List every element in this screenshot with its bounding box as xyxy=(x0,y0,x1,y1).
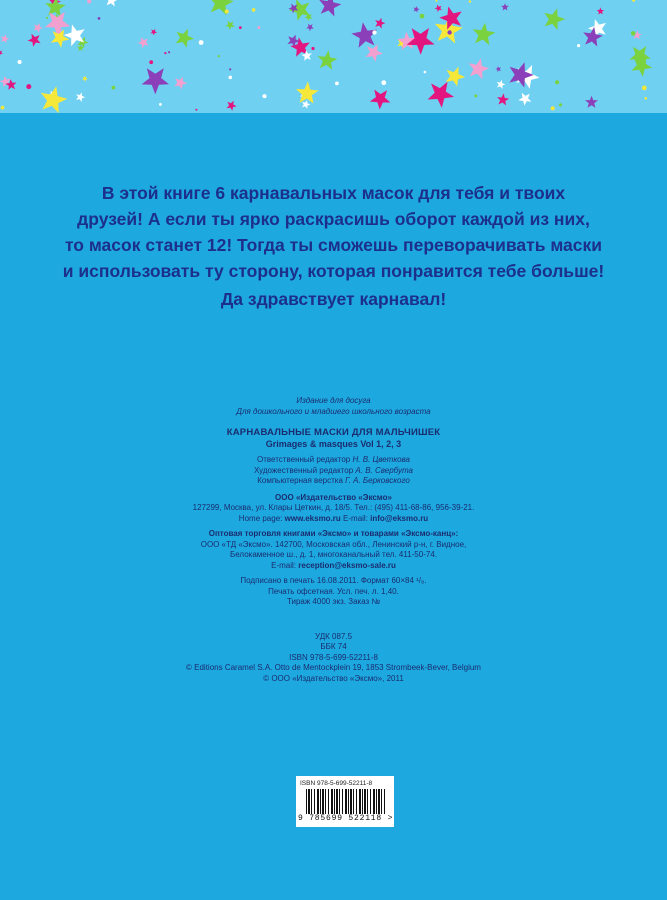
confetti-star xyxy=(142,68,169,94)
homepage-label: Home page: xyxy=(238,513,283,523)
confetti-star xyxy=(446,67,465,87)
confetti-star xyxy=(28,34,41,47)
confetti-star-band xyxy=(0,0,667,113)
barcode-digits: 9 785699 522118 > xyxy=(298,814,394,823)
confetti-dot xyxy=(424,71,427,74)
confetti-star xyxy=(209,0,234,15)
confetti-dot xyxy=(447,30,451,34)
copyright-eksmo: © ООО «Издательство «Эксмо», 2011 xyxy=(263,673,404,683)
confetti-dot xyxy=(436,0,438,2)
layout-label: Компьютерная верстка xyxy=(257,476,343,485)
confetti-dot xyxy=(257,26,260,29)
confetti-dot xyxy=(311,47,314,50)
confetti-star xyxy=(518,93,531,106)
confetti-dot xyxy=(149,60,153,64)
confetti-dot xyxy=(195,109,197,111)
book-title: КАРНАВАЛЬНЫЕ МАСКИ ДЛЯ МАЛЬЧИШЕК xyxy=(226,427,441,438)
confetti-star xyxy=(82,76,88,82)
email-link: info@eksmo.ru xyxy=(370,513,429,523)
confetti-star xyxy=(544,8,565,30)
confetti-dot xyxy=(262,94,266,98)
confetti-star xyxy=(597,7,604,14)
copyright-caramel: © Editions Caramel S.A. Otto de Mentockplein 19, 1853 Strombeek-Bever, Belgium xyxy=(186,663,481,672)
wholesale-email: reception@eksmo-sale.ru xyxy=(298,560,396,570)
imprint-block xyxy=(150,396,517,684)
layout-name: Г. А. Берковского xyxy=(345,476,410,485)
print-type: Печать офсетная. Усл. печ. л. 1,40. xyxy=(268,586,399,596)
confetti-dot xyxy=(420,14,425,19)
confetti-dot xyxy=(26,84,31,89)
confetti-dot xyxy=(469,0,471,2)
layout-line xyxy=(150,476,517,487)
intro-line: В этой книге 6 карнавальных масок для тебя и твоих xyxy=(101,183,566,203)
confetti-dot xyxy=(645,97,648,100)
confetti-star xyxy=(428,82,455,108)
barcode-isbn-label: ISBN 978-5-699-52211-8 xyxy=(300,780,373,787)
confetti-star xyxy=(76,92,85,102)
art-editor-line xyxy=(150,466,517,477)
confetti-dot xyxy=(98,17,101,20)
wholesale-address: Белокаменное ш., д. 1, многоканальный тел. 411-50-74. xyxy=(230,550,437,559)
confetti-dot xyxy=(229,76,233,80)
barcode xyxy=(296,776,394,827)
confetti-dot xyxy=(335,82,339,86)
confetti-star xyxy=(585,96,598,108)
confetti-star xyxy=(34,23,44,33)
confetti-star xyxy=(375,18,385,29)
confetti-star xyxy=(227,101,237,111)
original-title: Grimages & masques Vol 1, 2, 3 xyxy=(265,438,402,449)
art-editor-label: Художественный редактор xyxy=(253,465,354,475)
confetti-dot xyxy=(632,0,635,2)
confetti-dot xyxy=(87,0,91,3)
motto: Да здравствует карнавал! xyxy=(220,289,447,309)
confetti-star xyxy=(0,50,3,56)
editor-line xyxy=(150,455,517,466)
barcode-bars xyxy=(306,789,386,814)
confetti-dot xyxy=(218,55,220,57)
intro-line: и использовать ту сторону, которая понравится тебе больше! xyxy=(62,261,605,281)
publisher: ООО «Издательство «Эксмо» xyxy=(275,492,392,502)
isbn: ISBN 978-5-699-52211-8 xyxy=(289,652,378,662)
confetti-dot xyxy=(159,103,162,106)
confetti-dot xyxy=(252,8,256,12)
confetti-dot xyxy=(381,80,386,85)
wholesale-email-line xyxy=(150,561,517,572)
confetti-star xyxy=(41,86,68,113)
confetti-star xyxy=(138,37,149,48)
contacts-line xyxy=(150,514,517,525)
confetti-dot xyxy=(164,52,166,54)
confetti-star xyxy=(306,24,314,31)
confetti-dot xyxy=(631,31,636,36)
editor-name: Н. В. Цветкова xyxy=(352,455,411,464)
confetti-dot xyxy=(112,86,116,90)
publisher-address: 127299, Москва, ул. Клары Цеткин, д. 18/5. Тел.: (495) 411-68-86, 956-39-21. xyxy=(192,503,475,512)
confetti-star xyxy=(407,28,435,55)
confetti-dot xyxy=(1,106,5,110)
confetti-star xyxy=(225,21,234,30)
confetti-dot xyxy=(551,106,555,110)
confetti-star xyxy=(318,50,338,70)
confetti-dot xyxy=(225,10,229,14)
confetti-star xyxy=(174,77,187,90)
confetti-star xyxy=(296,82,319,104)
age-line: Для дошкольного и младшего школьного возраста xyxy=(236,406,431,416)
wholesale-heading: Оптовая торговля книгами «Эксмо» и товарами «Эксмо-канц»: xyxy=(208,529,459,538)
confetti-star xyxy=(497,80,506,89)
confetti-dot xyxy=(420,41,425,46)
print-run: Тираж 4000 экз. Заказ № xyxy=(286,597,381,606)
confetti-star xyxy=(473,23,496,45)
udk: УДК 087.5 xyxy=(314,631,353,641)
art-editor-name: А. В. Свербута xyxy=(355,465,413,475)
confetti-dot xyxy=(229,68,231,70)
confetti-dot xyxy=(474,94,477,97)
confetti-star xyxy=(176,29,194,48)
confetti-dot xyxy=(372,30,376,34)
intro-line: друзей! А если ты ярко раскрасишь оборот каждой из них, xyxy=(77,209,590,229)
confetti-star xyxy=(497,93,509,105)
confetti-star xyxy=(302,100,310,109)
confetti-star xyxy=(351,22,377,48)
confetti-stars-graphic xyxy=(0,0,667,113)
confetti-dot xyxy=(18,60,22,64)
homepage-link: www.eksmo.ru xyxy=(284,513,341,523)
confetti-dot xyxy=(577,44,580,47)
intro-text xyxy=(40,180,627,284)
confetti-star xyxy=(150,29,157,36)
confetti-dot xyxy=(239,26,242,29)
confetti-star xyxy=(469,58,490,79)
confetti-dot xyxy=(168,51,170,53)
confetti-dot xyxy=(555,80,559,84)
confetti-star xyxy=(105,0,118,7)
confetti-star xyxy=(1,34,10,43)
email-label: E-mail: xyxy=(343,513,368,523)
confetti-star xyxy=(501,3,509,10)
confetti-star xyxy=(435,5,442,13)
wholesale-email-label: E-mail: xyxy=(271,560,297,570)
confetti-dot xyxy=(642,86,647,91)
confetti-star xyxy=(413,6,419,13)
confetti-dot xyxy=(199,40,204,45)
genre-line: Издание для досуга xyxy=(296,396,371,405)
print-signed: Подписано в печать 16.08.2011. Формат 60×84 ¹/₈. xyxy=(240,576,427,585)
confetti-star xyxy=(319,0,341,17)
bbk: ББК 74 xyxy=(320,642,347,651)
confetti-dot xyxy=(559,103,562,106)
confetti-star xyxy=(495,66,501,72)
confetti-star xyxy=(366,44,383,62)
wholesale-address: ООО «ТД «Эксмо». 142700, Московская обл., Ленинский р-н, г. Видное, xyxy=(200,539,467,549)
intro-line: то масок станет 12! Тогда ты сможешь переворачивать маски xyxy=(64,235,603,255)
confetti-star xyxy=(370,90,391,110)
confetti-dot xyxy=(46,17,48,19)
editor-label: Ответственный редактор xyxy=(256,455,351,464)
